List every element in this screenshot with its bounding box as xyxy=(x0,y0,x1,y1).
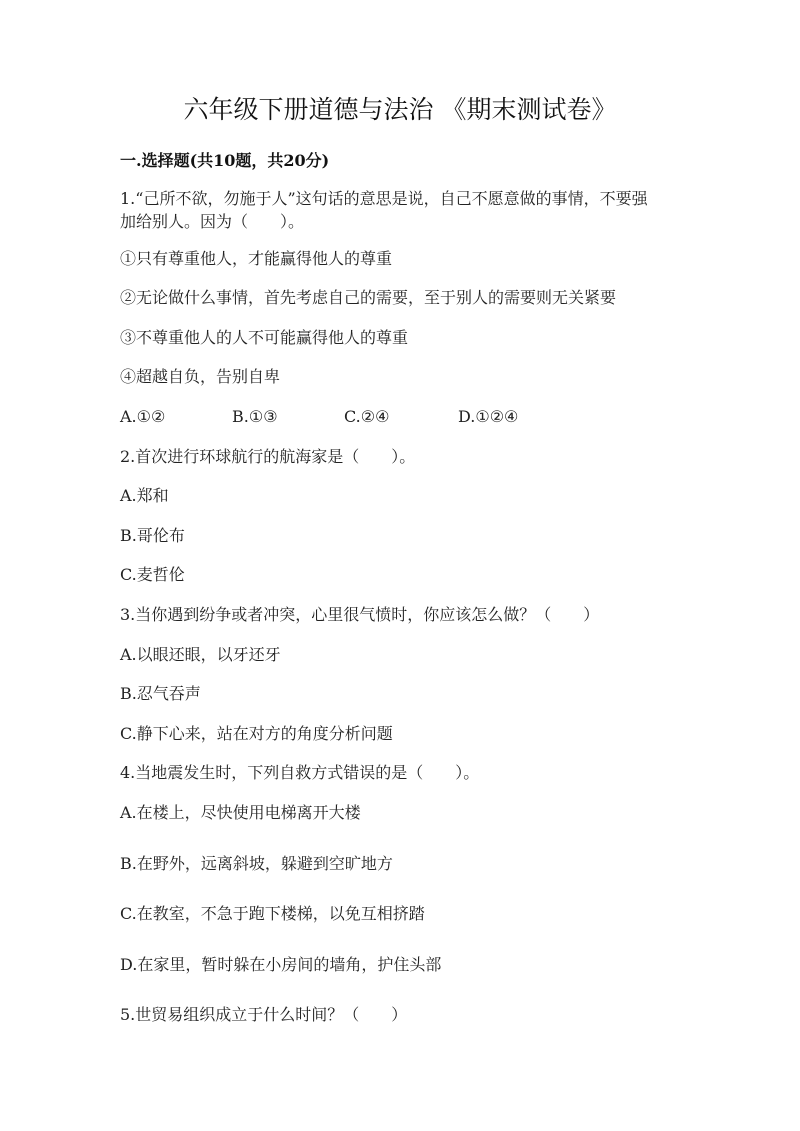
question-3-option-b[interactable]: B.忍气吞声 xyxy=(120,684,201,703)
question-4-option-b[interactable]: B.在野外，远离斜坡，躲避到空旷地方 xyxy=(120,854,393,873)
question-1-statement-3: ③不尊重他人的人不可能赢得他人的尊重 xyxy=(120,328,409,347)
question-1-option-a[interactable]: A.①② xyxy=(120,407,166,426)
question-2-option-c[interactable]: C.麦哲伦 xyxy=(120,565,185,584)
question-1-stem-line-1: 1.“己所不欲，勿施于人”这句话的意思是说，自己不愿意做的事情，不要强 xyxy=(120,189,648,208)
question-1-option-c[interactable]: C.②④ xyxy=(344,407,390,426)
question-1-stem-line-2: 加给别人。因为（ ）。 xyxy=(120,212,305,231)
page-title: 六年级下册道德与法治 《期末测试卷》 xyxy=(183,95,617,124)
question-1-option-d[interactable]: D.①②④ xyxy=(458,407,519,426)
question-3-stem: 3.当你遇到纷争或者冲突，心里很气愤时，你应该怎么做？（ ） xyxy=(120,605,600,624)
question-1-statement-2: ②无论做什么事情，首先考虑自己的需要，至于别人的需要则无关紧要 xyxy=(120,288,617,307)
question-5-stem: 5.世贸易组织成立于什么时间？（ ） xyxy=(120,1005,408,1024)
question-4-option-c[interactable]: C.在教室，不急于跑下楼梯，以免互相挤踏 xyxy=(120,904,425,923)
question-4-stem: 4.当地震发生时，下列自救方式错误的是（ ）。 xyxy=(120,763,480,782)
section-heading: 一.选择题(共10题，共20分) xyxy=(120,151,330,170)
question-2-option-a[interactable]: A.郑和 xyxy=(120,486,169,505)
question-1-option-b[interactable]: B.①③ xyxy=(232,407,278,426)
question-2-stem: 2.首次进行环球航行的航海家是（ ）。 xyxy=(120,447,416,466)
question-4-option-d[interactable]: D.在家里，暂时躲在小房间的墙角，护住头部 xyxy=(120,955,442,974)
question-2-option-b[interactable]: B.哥伦布 xyxy=(120,526,185,545)
question-1-statement-4: ④超越自负，告别自卑 xyxy=(120,367,281,386)
question-3-option-a[interactable]: A.以眼还眼，以牙还牙 xyxy=(120,645,281,664)
question-4-option-a[interactable]: A.在楼上，尽快使用电梯离开大楼 xyxy=(120,803,361,822)
question-1-statement-1: ①只有尊重他人，才能赢得他人的尊重 xyxy=(120,249,393,268)
question-3-option-c[interactable]: C.静下心来，站在对方的角度分析问题 xyxy=(120,724,393,743)
